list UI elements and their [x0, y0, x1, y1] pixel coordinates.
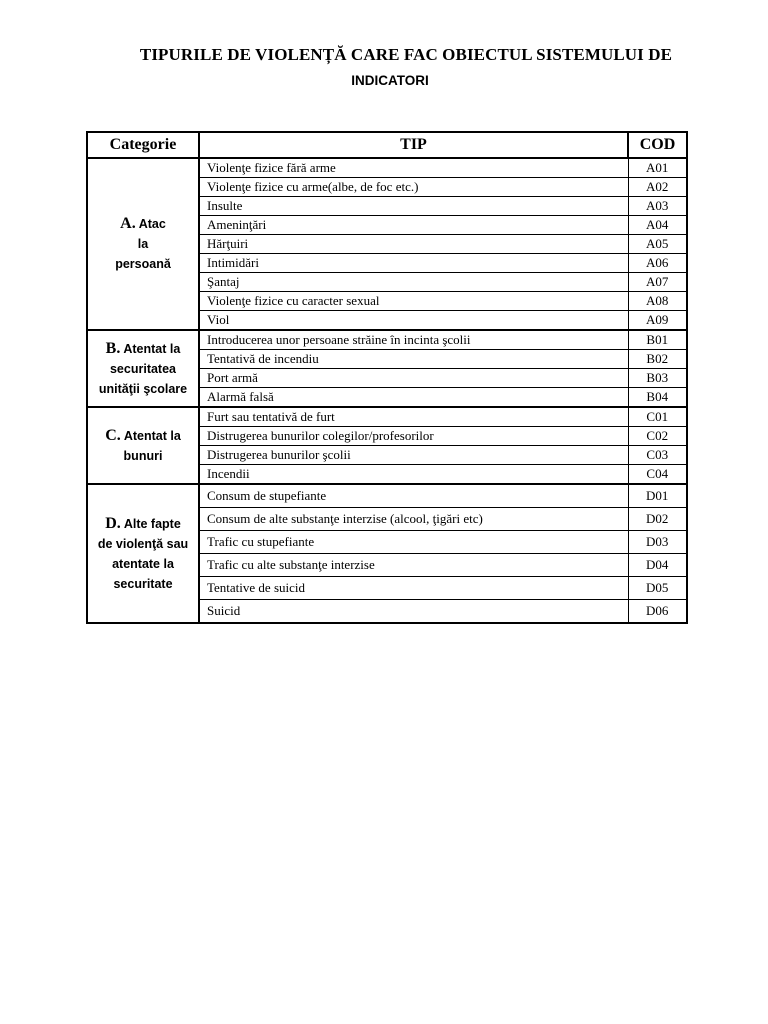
- category-label-line: Atentat la: [123, 428, 181, 443]
- cod-cell: A08: [628, 292, 687, 311]
- header-categorie: Categorie: [87, 132, 199, 158]
- category-cell: [87, 407, 199, 484]
- cod-cell: D05: [628, 577, 687, 600]
- category-label-line: la: [137, 237, 149, 251]
- tip-cell: Furt sau tentativă de furt: [199, 407, 628, 427]
- cod-cell: D03: [628, 531, 687, 554]
- category-cell: [87, 330, 199, 407]
- cod-cell: A03: [628, 197, 687, 216]
- cod-cell: B01: [628, 330, 687, 350]
- tip-cell: Insulte: [199, 197, 628, 216]
- category-label-line: persoană: [115, 257, 171, 271]
- violence-types-table: [86, 131, 688, 624]
- cod-cell: D04: [628, 554, 687, 577]
- tip-cell: Incendii: [199, 465, 628, 485]
- tip-cell: Trafic cu stupefiante: [199, 531, 628, 554]
- table-body: [87, 158, 687, 623]
- category-label-line: Atac: [138, 217, 166, 231]
- tip-cell: Şantaj: [199, 273, 628, 292]
- table-row: [87, 407, 687, 427]
- cod-cell: A07: [628, 273, 687, 292]
- cod-cell: C04: [628, 465, 687, 485]
- cod-cell: D02: [628, 508, 687, 531]
- category-cell: [87, 484, 199, 623]
- tip-cell: Port armă: [199, 369, 628, 388]
- category-label-line: Alte fapte: [123, 516, 181, 531]
- cod-cell: C03: [628, 446, 687, 465]
- cod-cell: D06: [628, 600, 687, 624]
- tip-cell: Consum de stupefiante: [199, 484, 628, 508]
- cod-cell: C01: [628, 407, 687, 427]
- header-tip: TIP: [199, 132, 628, 158]
- category-label-line: securitatea: [109, 361, 176, 376]
- cod-cell: B02: [628, 350, 687, 369]
- category-letter: A.: [120, 215, 136, 232]
- table-header-row: [87, 132, 687, 158]
- cod-cell: D01: [628, 484, 687, 508]
- tip-cell: Ameninţări: [199, 216, 628, 235]
- tip-cell: Introducerea unor persoane străine în incinta şcolii: [199, 330, 628, 350]
- tip-cell: Distrugerea bunurilor colegilor/profesorilor: [199, 427, 628, 446]
- table-row: [87, 158, 687, 178]
- category-label-line: bunuri: [123, 448, 163, 463]
- document-title: TIPURILE DE VIOLENȚĂ CARE FAC OBIECTUL SISTEMULUI DE: [139, 45, 673, 64]
- category-letter: B.: [105, 339, 121, 357]
- cod-cell: A05: [628, 235, 687, 254]
- tip-cell: Violenţe fizice cu caracter sexual: [199, 292, 628, 311]
- tip-cell: Trafic cu alte substanţe interzise: [199, 554, 628, 577]
- table-row: [87, 330, 687, 350]
- tip-cell: Consum de alte substanţe interzise (alcool, ţigări etc): [199, 508, 628, 531]
- tip-cell: Tentativă de incendiu: [199, 350, 628, 369]
- category-letter: C.: [105, 426, 121, 444]
- document-subtitle: INDICATORI: [351, 73, 429, 88]
- category-cell: [87, 158, 199, 330]
- tip-cell: Alarmă falsă: [199, 388, 628, 408]
- cod-cell: A09: [628, 311, 687, 331]
- category-label-line: securitate: [113, 576, 173, 591]
- category-label-line: de violenţă sau: [97, 536, 189, 551]
- tip-cell: Tentative de suicid: [199, 577, 628, 600]
- tip-cell: Distrugerea bunurilor şcolii: [199, 446, 628, 465]
- cod-cell: A06: [628, 254, 687, 273]
- cod-cell: A02: [628, 178, 687, 197]
- table-row: [87, 484, 687, 508]
- tip-cell: Hărţuiri: [199, 235, 628, 254]
- header-cod: COD: [628, 132, 687, 158]
- tip-cell: Viol: [199, 311, 628, 331]
- cod-cell: B04: [628, 388, 687, 408]
- cod-cell: A04: [628, 216, 687, 235]
- cod-cell: A01: [628, 158, 687, 178]
- cod-cell: C02: [628, 427, 687, 446]
- category-label-line: atentate la: [112, 556, 174, 571]
- tip-cell: Intimidări: [199, 254, 628, 273]
- cod-cell: B03: [628, 369, 687, 388]
- category-letter: D.: [105, 514, 121, 532]
- tip-cell: Violenţe fizice cu arme(albe, de foc etc.): [199, 178, 628, 197]
- category-label-line: Atentat la: [123, 341, 181, 356]
- category-label-line: unităţii şcolare: [98, 381, 188, 396]
- tip-cell: Suicid: [199, 600, 628, 624]
- tip-cell: Violenţe fizice fără arme: [199, 158, 628, 178]
